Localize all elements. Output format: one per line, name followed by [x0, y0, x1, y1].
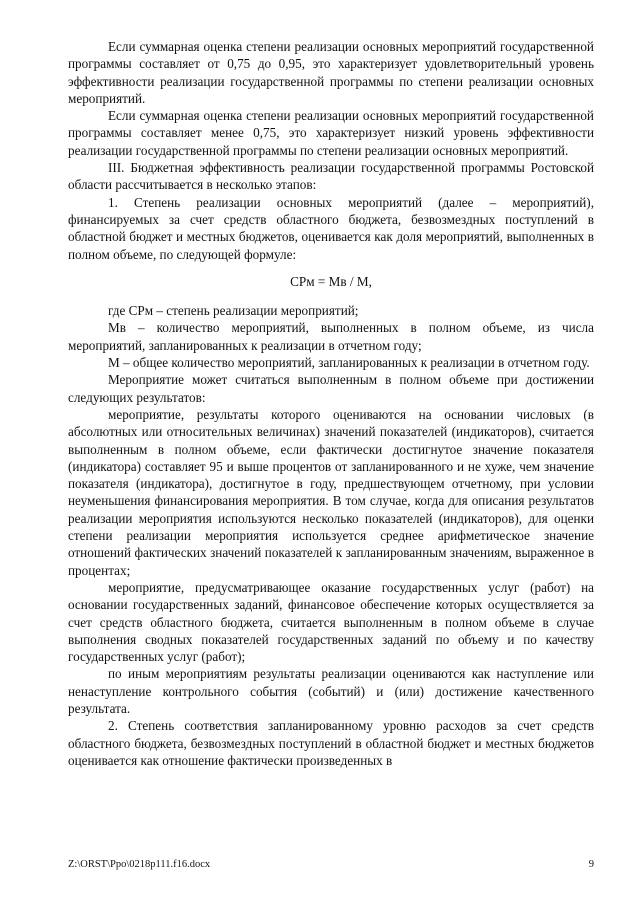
paragraph-other-measures: по иным мероприятиям результаты реализации оцениваются как наступление или ненаступление контрольного события (событий) и (или) достижение качественного результата.	[68, 666, 594, 716]
definition-m: М – общее количество мероприятий, запланированных к реализации в отчетном году.	[108, 355, 590, 371]
paragraph-budget-efficiency: III. Бюджетная эффективность реализации государственной программы Ростовской области рассчитывается в несколько этапов:	[68, 160, 594, 193]
paragraph-low-level: Если суммарная оценка степени реализации основных мероприятий государственной программы составляет менее 0,75, это характеризует низкий уровень эффективности реализации государственной программы по степени реализации основных мероприятий.	[68, 108, 594, 158]
definition-mv: Мв – количество мероприятий, выполненных в полном объеме, из числа мероприятий, запланированных к реализации в отчетном году;	[68, 320, 594, 353]
paragraph-completion-criteria: Мероприятие может считаться выполненным в полном объеме при достижении следующих результатов:	[68, 372, 594, 405]
paragraph-state-services: мероприятие, предусматривающее оказание государственных услуг (работ) на основании государственных заданий, финансовое обеспечение которых осуществляется за счет средств областного бюджета, считается выполненным в полном объеме в случае выполнения сводных показателей государственных заданий по объему и по качеству государственных услуг (работ);	[68, 579, 594, 665]
paragraph-step-2: 2. Степень соответствия запланированному уровню расходов за счет средств областного бюджета, безвозмездных поступлений в областной бюджет и местных бюджетов оценивается как отношение фактически произведенных в	[68, 718, 594, 768]
paragraph-numeric-indicators: мероприятие, результаты которого оцениваются на основании числовых (в абсолютных или относительных величинах) значений показателей (индикаторов), считается выполненным в полном объеме, если фактически достигнутое значение показателя (индикатора) составляет 95 и выше процентов от запланированного и не хуже, чем значение показателя (индикатора), достигнутое в году, предшествующем отчетному, при условии неуменьшения финансирования мероприятия. В том случае, когда для описания результатов реализации мероприятия используются несколько показателей (индикаторов), для оценки степени реализации мероприятия используется среднее арифметическое значение отношений фактических значений показателей к запланированным значениям, выраженное в процентах;	[68, 406, 594, 578]
file-path: Z:\ORST\Ppo\0218p111.f16.docx	[68, 859, 211, 870]
definition-srm: где СРм – степень реализации мероприятий;	[108, 303, 359, 319]
page-number: 9	[588, 859, 594, 870]
formula: СРм = Мв / М,	[290, 273, 372, 289]
paragraph-satisfactory-level: Если суммарная оценка степени реализации основных мероприятий государственной программы составляет от 0,75 до 0,95, это характеризует удовлетворительный уровень эффективности реализации государственной программы по степени реализации основных мероприятий.	[68, 39, 594, 106]
paragraph-step-1: 1. Степень реализации основных мероприятий (далее – мероприятий), финансируемых за счет средств областного бюджета, безвозмездных поступлений в областной бюджет и местных бюджетов, оценивается как доля мероприятий, выполненных в полном объеме, по следующей формуле:	[68, 194, 594, 262]
document-body	[68, 38, 594, 769]
